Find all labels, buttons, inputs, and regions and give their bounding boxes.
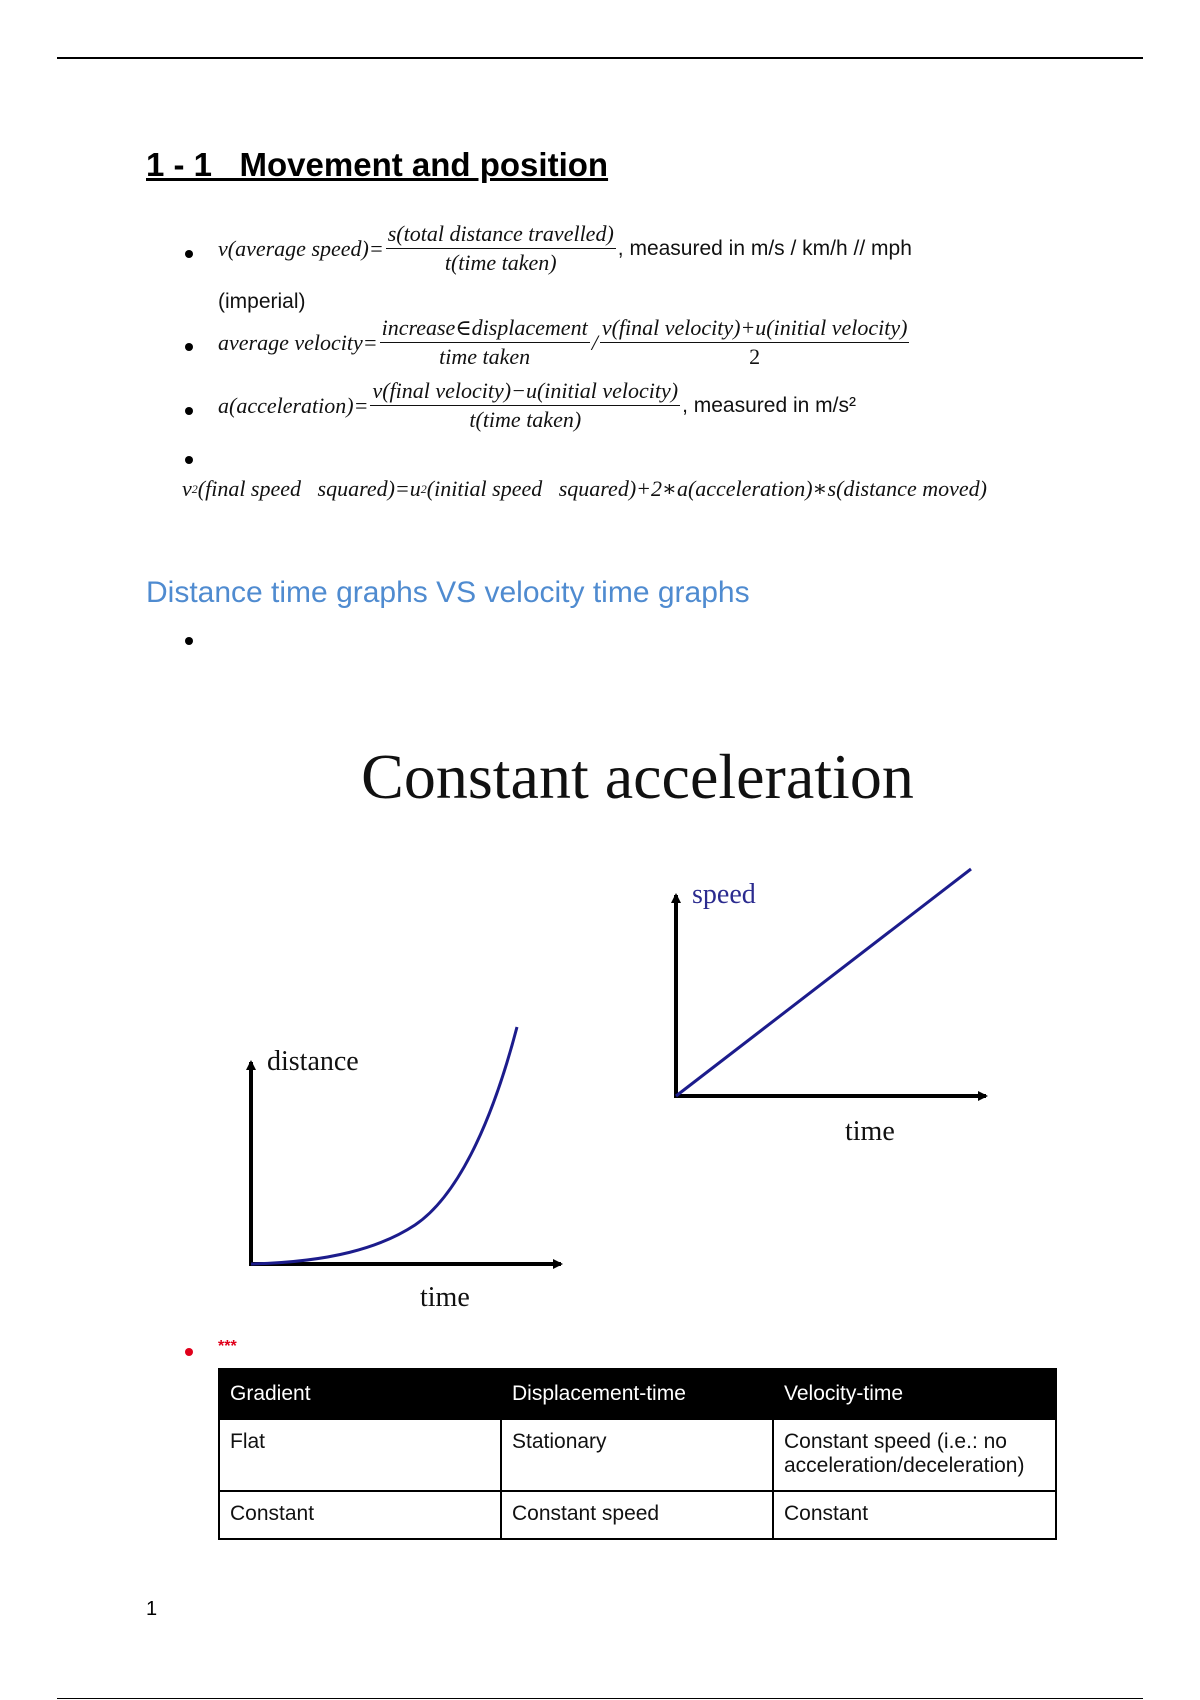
speed-label: speed [692,879,756,910]
table-cell: Constant speed (i.e.: no acceleration/deceleration) [773,1419,1056,1491]
formula-3-denominator: t(time taken) [469,407,582,433]
table-row [219,1419,1056,1491]
formula-2-numerator-1: increase∈displacement [380,316,590,343]
formula-4-exponent-1: 2 [191,481,198,496]
table-cell: Constant speed [501,1491,773,1539]
distance-graph-time-label: time [420,1282,470,1313]
table-header-gradient: Gradient [219,1369,501,1419]
table-cell: Flat [219,1419,501,1491]
formula-3-numerator: v(final velocity)−u(initial velocity) [370,379,680,406]
table-header-velocity-time: Velocity-time [773,1369,1056,1419]
figure-title: Constant acceleration [361,741,914,812]
distance-time-graph [249,1027,561,1313]
formula-4-part-3: (initial speed squared)+2∗a(acceleration)∗s(distance moved) [426,476,987,501]
table-header-displacement-time: Displacement-time [501,1369,773,1419]
formula-2-denominator-2: 2 [749,344,761,370]
formula-1-lhs: v(average speed)= [218,235,384,261]
formula-4-part-2: (final speed squared)=u [197,476,421,501]
important-marker: *** [218,1338,237,1355]
formula-2-denominator-1: time taken [439,344,531,370]
page-heading: 1 - 1 Movement and position [146,146,609,183]
formula-1-units: , measured in m/s / km/h // mph [617,236,912,260]
table-cell: Constant [773,1491,1056,1539]
formula-1-continuation: (imperial) [218,290,306,313]
table-row [219,1491,1056,1539]
table-cell: Stationary [501,1419,773,1491]
speed-time-graph [674,869,986,1147]
formula-2-separator: / [591,329,598,355]
table-header-row [219,1369,1056,1419]
gradient-table [218,1368,1057,1540]
formula-3-lhs: a(acceleration)= [218,392,369,418]
formula-1-numerator: s(total distance travelled) [386,222,616,249]
page-number: 1 [146,1598,158,1620]
bottom-rule [57,1698,1143,1699]
formula-2-lhs: average velocity= [218,329,378,355]
speed-graph-time-label: time [845,1116,895,1147]
formula-3-units: , measured in m/s² [682,393,856,417]
section-subheading: Distance time graphs VS velocity time graphs [146,576,750,609]
formula-4-exponent-2: 2 [420,481,427,496]
formula-4-part-1: v [182,476,192,501]
distance-label: distance [267,1046,359,1077]
formula-1-denominator: t(time taken) [444,250,557,276]
formula-2-numerator-2: v(final velocity)+u(initial velocity) [600,316,910,343]
bullet-red [185,1348,193,1356]
table-cell: Constant [219,1491,501,1539]
